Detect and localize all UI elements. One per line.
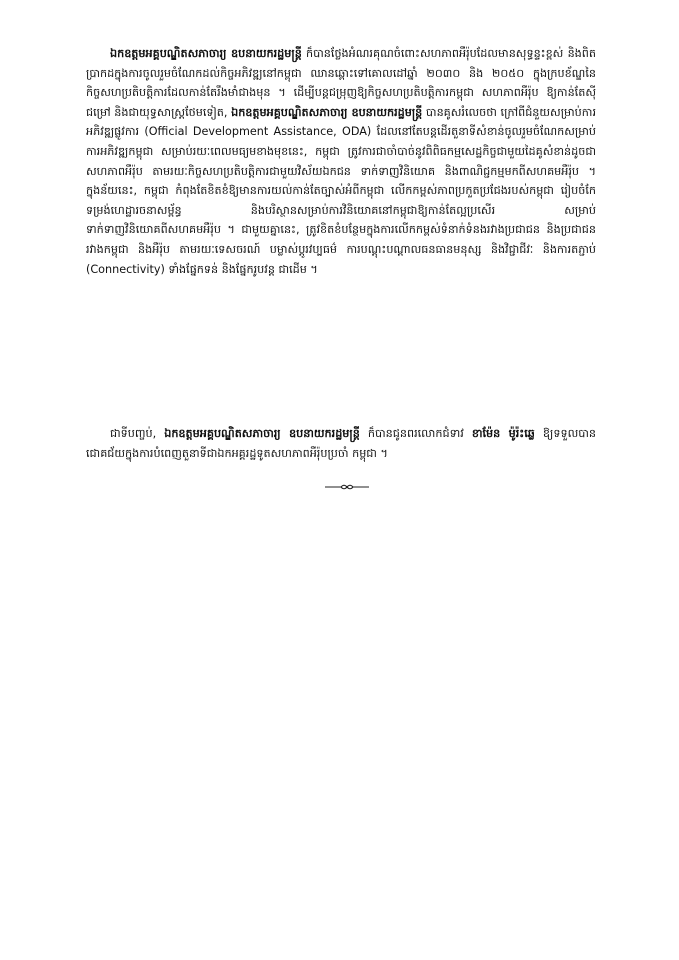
body-paragraph-2: [86, 424, 596, 463]
paragraph-text: ក៏បានជូនពរលោកជំទាវ: [359, 427, 472, 440]
official-title: ឯកឧត្តមអគ្គបណ្ឌិតសភាចារ្យ ឧបនាយករដ្ឋមន្ត្រី: [231, 105, 423, 119]
paragraph-text: ឱ្យទទួលបានជោគជ័យក្នុងការបំពេញតួនាទីជាឯកអគ្គរដ្ឋទូតសហភាពអឺរ៉ុបប្រចាំ កម្ពុជា ។: [86, 427, 596, 460]
official-title: ឯកឧត្តមអគ្គបណ្ឌិតសភាចារ្យ ឧបនាយករដ្ឋមន្ត្រី: [164, 427, 360, 440]
ambassador-name: ខាម៉ែន ម៉ូរ៉ះឆ្លេ: [471, 427, 535, 440]
ornament-divider-icon: [324, 483, 370, 491]
official-title: ឯកឧត្តមអគ្គបណ្ឌិតសភាចារ្យ ឧបនាយករដ្ឋមន្ត្រី: [110, 47, 302, 60]
paragraph-text: ក៏បានថ្លែងអំណរគុណចំពោះសហភាពអឺរ៉ុបដែលមានសុទ្ធន្ទះខ្ពស់ និងពិតប្រាកដក្នុងការចូលរួមចំណែកដល់កិច្ចអភិវឌ្ឍនៅកម្ពុជា ឈានឆ្ពោះទៅគោលដៅឆ្នាំ ២០៣០ និង ២០៥០ ក្នុងក្របខ័ណ្ឌនៃកិច្ចសហប្រតិបត្តិការដែលកាន់តែរឹងមាំជាងមុន ។ ដើម្បីបន្តជម្រុញឱ្យកិច្ចសហប្រតិបត្តិការកម្ពុជា សហភាពអឺរ៉ុប ឱ្យកាន់តែស៊ីជម្រៅ និងជាយុទ្ធសាស្ត្រថែមទៀត,: [86, 47, 596, 119]
paragraph-lead: ជាទីបញ្ចប់,: [110, 427, 165, 440]
paragraph-text: បានគូសរំលេចថា ក្រៅពីជំនួយសម្រាប់ការអភិវឌ្ឍផ្លូវការ (Official Development Assistance, ODA) ដែលនៅតែបន្តដើរតួនាទីសំខាន់ចូលរួមចំណែកសម្រាប់ការអភិវឌ្ឍកម្ពុជា សម្រាប់រយៈពេលមធ្យមខាងមុខនេះ, កម្ពុជា ត្រូវការជាចាំបាច់នូវពិពិធកម្មសេដ្ឋកិច្ចជាមួយដៃគូសំខាន់ដូចជាសហភាពអឺរ៉ុប តាមរយៈកិច្ចសហប្រតិបត្តិការជាមួយវិស័យឯកជន ទាក់ទាញវិនិយោគ និងពាណិជ្ជកម្មមកពីសហគមអឺរ៉ុប ។ ក្នុងន័យនេះ, កម្ពុជា កំពុងតែខិតខំឱ្យមានការយល់កាន់តែច្បាស់អំពីកម្ពុជា លើកកម្ពស់ភាពប្រកួតប្រជែងរបស់កម្ពុជា រៀបចំកែទម្រង់ហេដ្ឋារចនាសម្ព័ន្ធ និងបរិស្ថានសម្រាប់ការវិនិយោគនៅកម្ពុជាឱ្យកាន់តែល្អប្រសើរ សម្រាប់ទាក់ទាញវិនិយោគពីសហគមអឺរ៉ុប ។ ជាមួយគ្នានេះ, ត្រូវខិតខំបន្ថែមក្នុងការលើកកម្ពស់ទំនាក់ទំនងរវាងប្រជាជន និងប្រជាជន រវាងកម្ពុជា និងអឺរ៉ុប តាមរយៈទេសចរណ៍ បម្លាស់ប្តូរវប្បធម៌ ការបណ្តុះបណ្តាលធនធានមនុស្ស និងវិជ្ជាជីវៈ និងការតភ្ជាប់ (Connectivity) ទាំងផ្នែកទន់ និងផ្នែករូបវន្ត ជាដើម ។: [86, 105, 596, 276]
body-paragraph-1: [86, 44, 596, 279]
